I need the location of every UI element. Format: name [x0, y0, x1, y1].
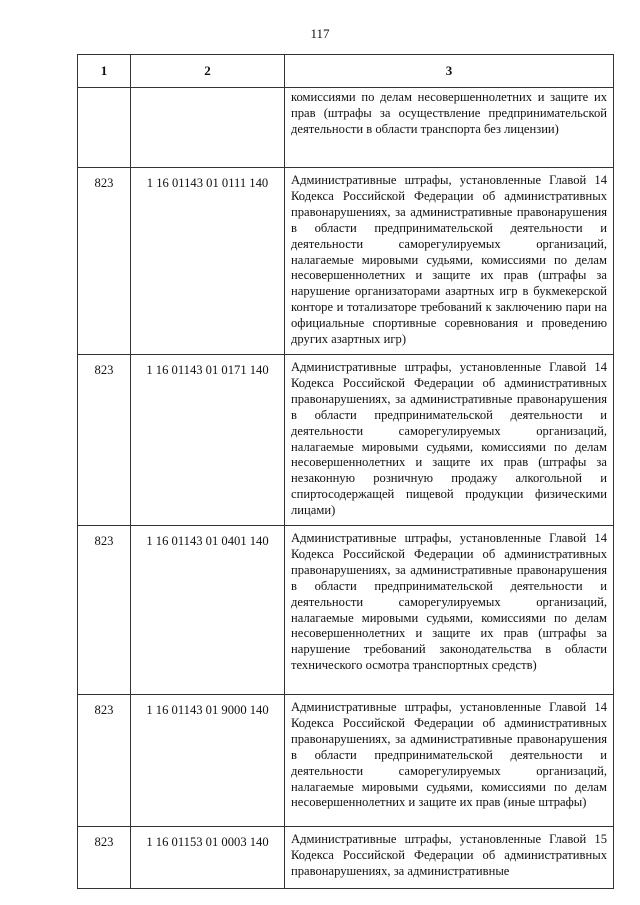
description-cell: Административные штрафы, установленные Главой 14 Кодекса Российской Федерации об административных правонарушениях, за административные правонарушения в области предпринимательской деятельности и деятельности саморегулируемых организаций, налагаемые мировыми судьями, комиссиями по делам несовершеннолетних и защите их прав (штрафы за нарушение организаторами азартных игр в букмекерской конторе и тотализаторе требований к заключению пари на официальные спортивные соревнования и проведению других азартных игр) [285, 168, 614, 355]
agency-code-cell: 823 [78, 827, 131, 889]
revenue-codes-table [77, 54, 614, 889]
agency-code-cell: 823 [78, 526, 131, 695]
description-cell: Административные штрафы, установленные Главой 14 Кодекса Российской Федерации об административных правонарушениях, за административные правонарушения в области предпринимательской деятельности и деятельности саморегулируемых организаций, налагаемые мировыми судьями, комиссиями по делам несовершеннолетних и защите их прав (иные штрафы) [285, 695, 614, 827]
table-header-row [78, 55, 614, 88]
budget-code-cell: 1 16 01143 01 0111 140 [131, 168, 285, 355]
description-cell: Административные штрафы, установленные Главой 14 Кодекса Российской Федерации об административных правонарушениях, за административные правонарушения в области предпринимательской деятельности и деятельности саморегулируемых организаций, налагаемые мировыми судьями, комиссиями по делам несовершеннолетних и защите их прав (штрафы за незаконную розничную продажу алкогольной и спиртосодержащей пищевой продукции физическими лицами) [285, 354, 614, 525]
table-row [78, 695, 614, 827]
budget-code-cell: 1 16 01153 01 0003 140 [131, 827, 285, 889]
description-cell: Административные штрафы, установленные Главой 14 Кодекса Российской Федерации об административных правонарушениях, за административные правонарушения в области предпринимательской деятельности и деятельности саморегулируемых организаций, налагаемые мировыми судьями, комиссиями по делам несовершеннолетних и защите их прав (штрафы за нарушение требований законодательства в области технического осмотра транспортных средств) [285, 526, 614, 695]
table-row [78, 526, 614, 695]
table-row [78, 827, 614, 889]
table-row [78, 168, 614, 355]
header-col-3: 3 [285, 55, 614, 88]
header-col-2: 2 [131, 55, 285, 88]
agency-code-cell [78, 88, 131, 168]
header-col-1: 1 [78, 55, 131, 88]
budget-code-cell: 1 16 01143 01 0401 140 [131, 526, 285, 695]
description-cell: комиссиями по делам несовершеннолетних и защите их прав (штрафы за осуществление предпринимательской деятельности в области транспорта без лицензии) [285, 88, 614, 168]
page-number: 117 [310, 26, 330, 41]
budget-code-cell: 1 16 01143 01 9000 140 [131, 695, 285, 827]
budget-code-cell [131, 88, 285, 168]
agency-code-cell: 823 [78, 695, 131, 827]
agency-code-cell: 823 [78, 168, 131, 355]
table-row [78, 354, 614, 525]
table-row [78, 88, 614, 168]
description-cell: Административные штрафы, установленные Главой 15 Кодекса Российской Федерации об административных правонарушениях, за административные [285, 827, 614, 889]
agency-code-cell: 823 [78, 354, 131, 525]
budget-code-cell: 1 16 01143 01 0171 140 [131, 354, 285, 525]
